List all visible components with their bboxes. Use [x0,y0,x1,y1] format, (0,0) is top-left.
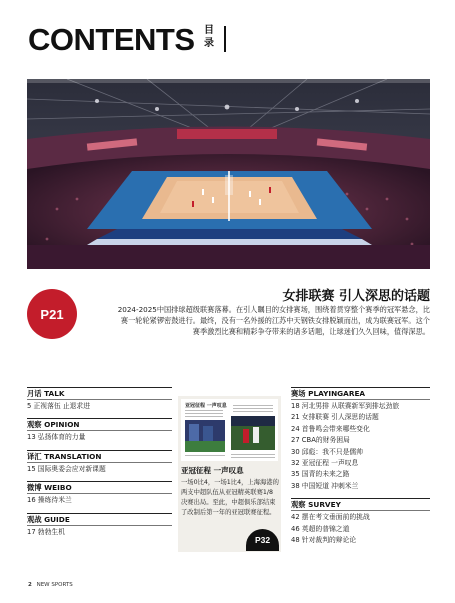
section-heading: 赛场 PLAYINGAREA [291,387,430,400]
toc-section-talk [27,387,172,411]
page-badge-p21: P21 [27,289,77,339]
section-heading: 月话 TALK [27,387,172,400]
toc-entry[interactable]: 46 英超的普锦之道 [291,524,350,533]
toc-entry[interactable]: 35 国青的未来之路 [291,470,350,479]
toc-entry[interactable]: 38 中国短道 冲刺米兰 [291,481,359,490]
toc-section-survey [291,498,430,545]
toc-entry[interactable]: 27 CBA的财务困局 [291,436,350,445]
article-thumbnail [181,399,278,461]
page-footer [28,582,73,588]
feature-article[interactable] [27,283,430,363]
header-divider [224,26,226,52]
toc-entry[interactable]: 32 亚冠征程 一声叹息 [291,459,359,468]
volleyball-arena-photo [27,79,430,269]
toc-section-translation [27,450,172,474]
feature-title: 女排联赛 引人深思的话题 [282,289,430,304]
toc-entry[interactable]: 17 勃勃生机 [27,527,65,536]
toc-section-playingarea [291,387,430,491]
section-heading: 译汇 TRANSLATION [27,450,172,463]
page-title: CONTENTS [28,22,195,57]
toc-entry[interactable]: 42 摆在考文垂面前的挑战 [291,513,370,522]
toc-entry[interactable]: 21 女排联赛 引人深思的话题 [291,413,379,422]
mulu-label: 目录 [204,25,214,49]
section-heading: 微博 WEIBO [27,481,172,494]
page-badge-p32: P32 [246,529,279,551]
preview-body: 一场0比4，一场1比4，上海海港的两支中超队伍从亚冠精英联赛1/8决赛出局。至此，中超俱乐部结束了改制后第一年的亚冠联赛征程。 [181,479,279,516]
section-heading: 观战 GUIDE [27,513,172,526]
section-heading: 观察 SURVEY [291,498,430,511]
page-number: 2 [28,582,32,588]
toc-entry[interactable]: 16 操练待米兰 [27,496,72,505]
toc-entry[interactable]: 24 首鲁鸣会带来哪些变化 [291,424,370,433]
toc-right-column [291,387,430,552]
section-heading: 观察 OPINION [27,418,172,431]
thumbnail-spread-image [181,399,278,461]
thumb-title: 亚冠征程 一声叹息 [185,403,227,409]
toc-entry[interactable]: 48 针对裁判的辩论论 [291,536,357,545]
toc-section-weibo [27,481,172,505]
toc-entry[interactable]: 5 正视落伍 止退求进 [27,402,91,410]
toc-left-column [27,387,172,544]
preview-title: 亚冠征程 一声叹息 [181,466,244,475]
feature-body: 2024-2025中国排球超级联赛落幕。在引人瞩目的女排赛场，围绕着贯穿整个赛季的冠军悬念，比赛一轮轮紧锣密鼓进行。最终，没有一名外援的江苏中天钢铁女排脱颖而出，成为联赛冠军。这个赛季激烈比赛和精彩争夺带来的诸多话题，让球迷们久久回味，值得深思。 [117,305,430,336]
toc-entry[interactable]: 18 河北男排 从联赛新军到排坛劲旅 [291,402,400,410]
toc-entry[interactable]: 13 弘扬体育的力量 [27,433,86,442]
brand-name: NEW SPORTS [36,582,73,588]
toc-entry[interactable]: 30 邱彪：我不只是儒帅 [291,447,363,456]
toc-section-opinion [27,418,172,442]
contents-header [28,22,428,58]
toc-section-guide [27,513,172,537]
toc-entry[interactable]: 15 国际奥委会应对新课题 [27,464,106,473]
hero-photo [27,79,430,269]
